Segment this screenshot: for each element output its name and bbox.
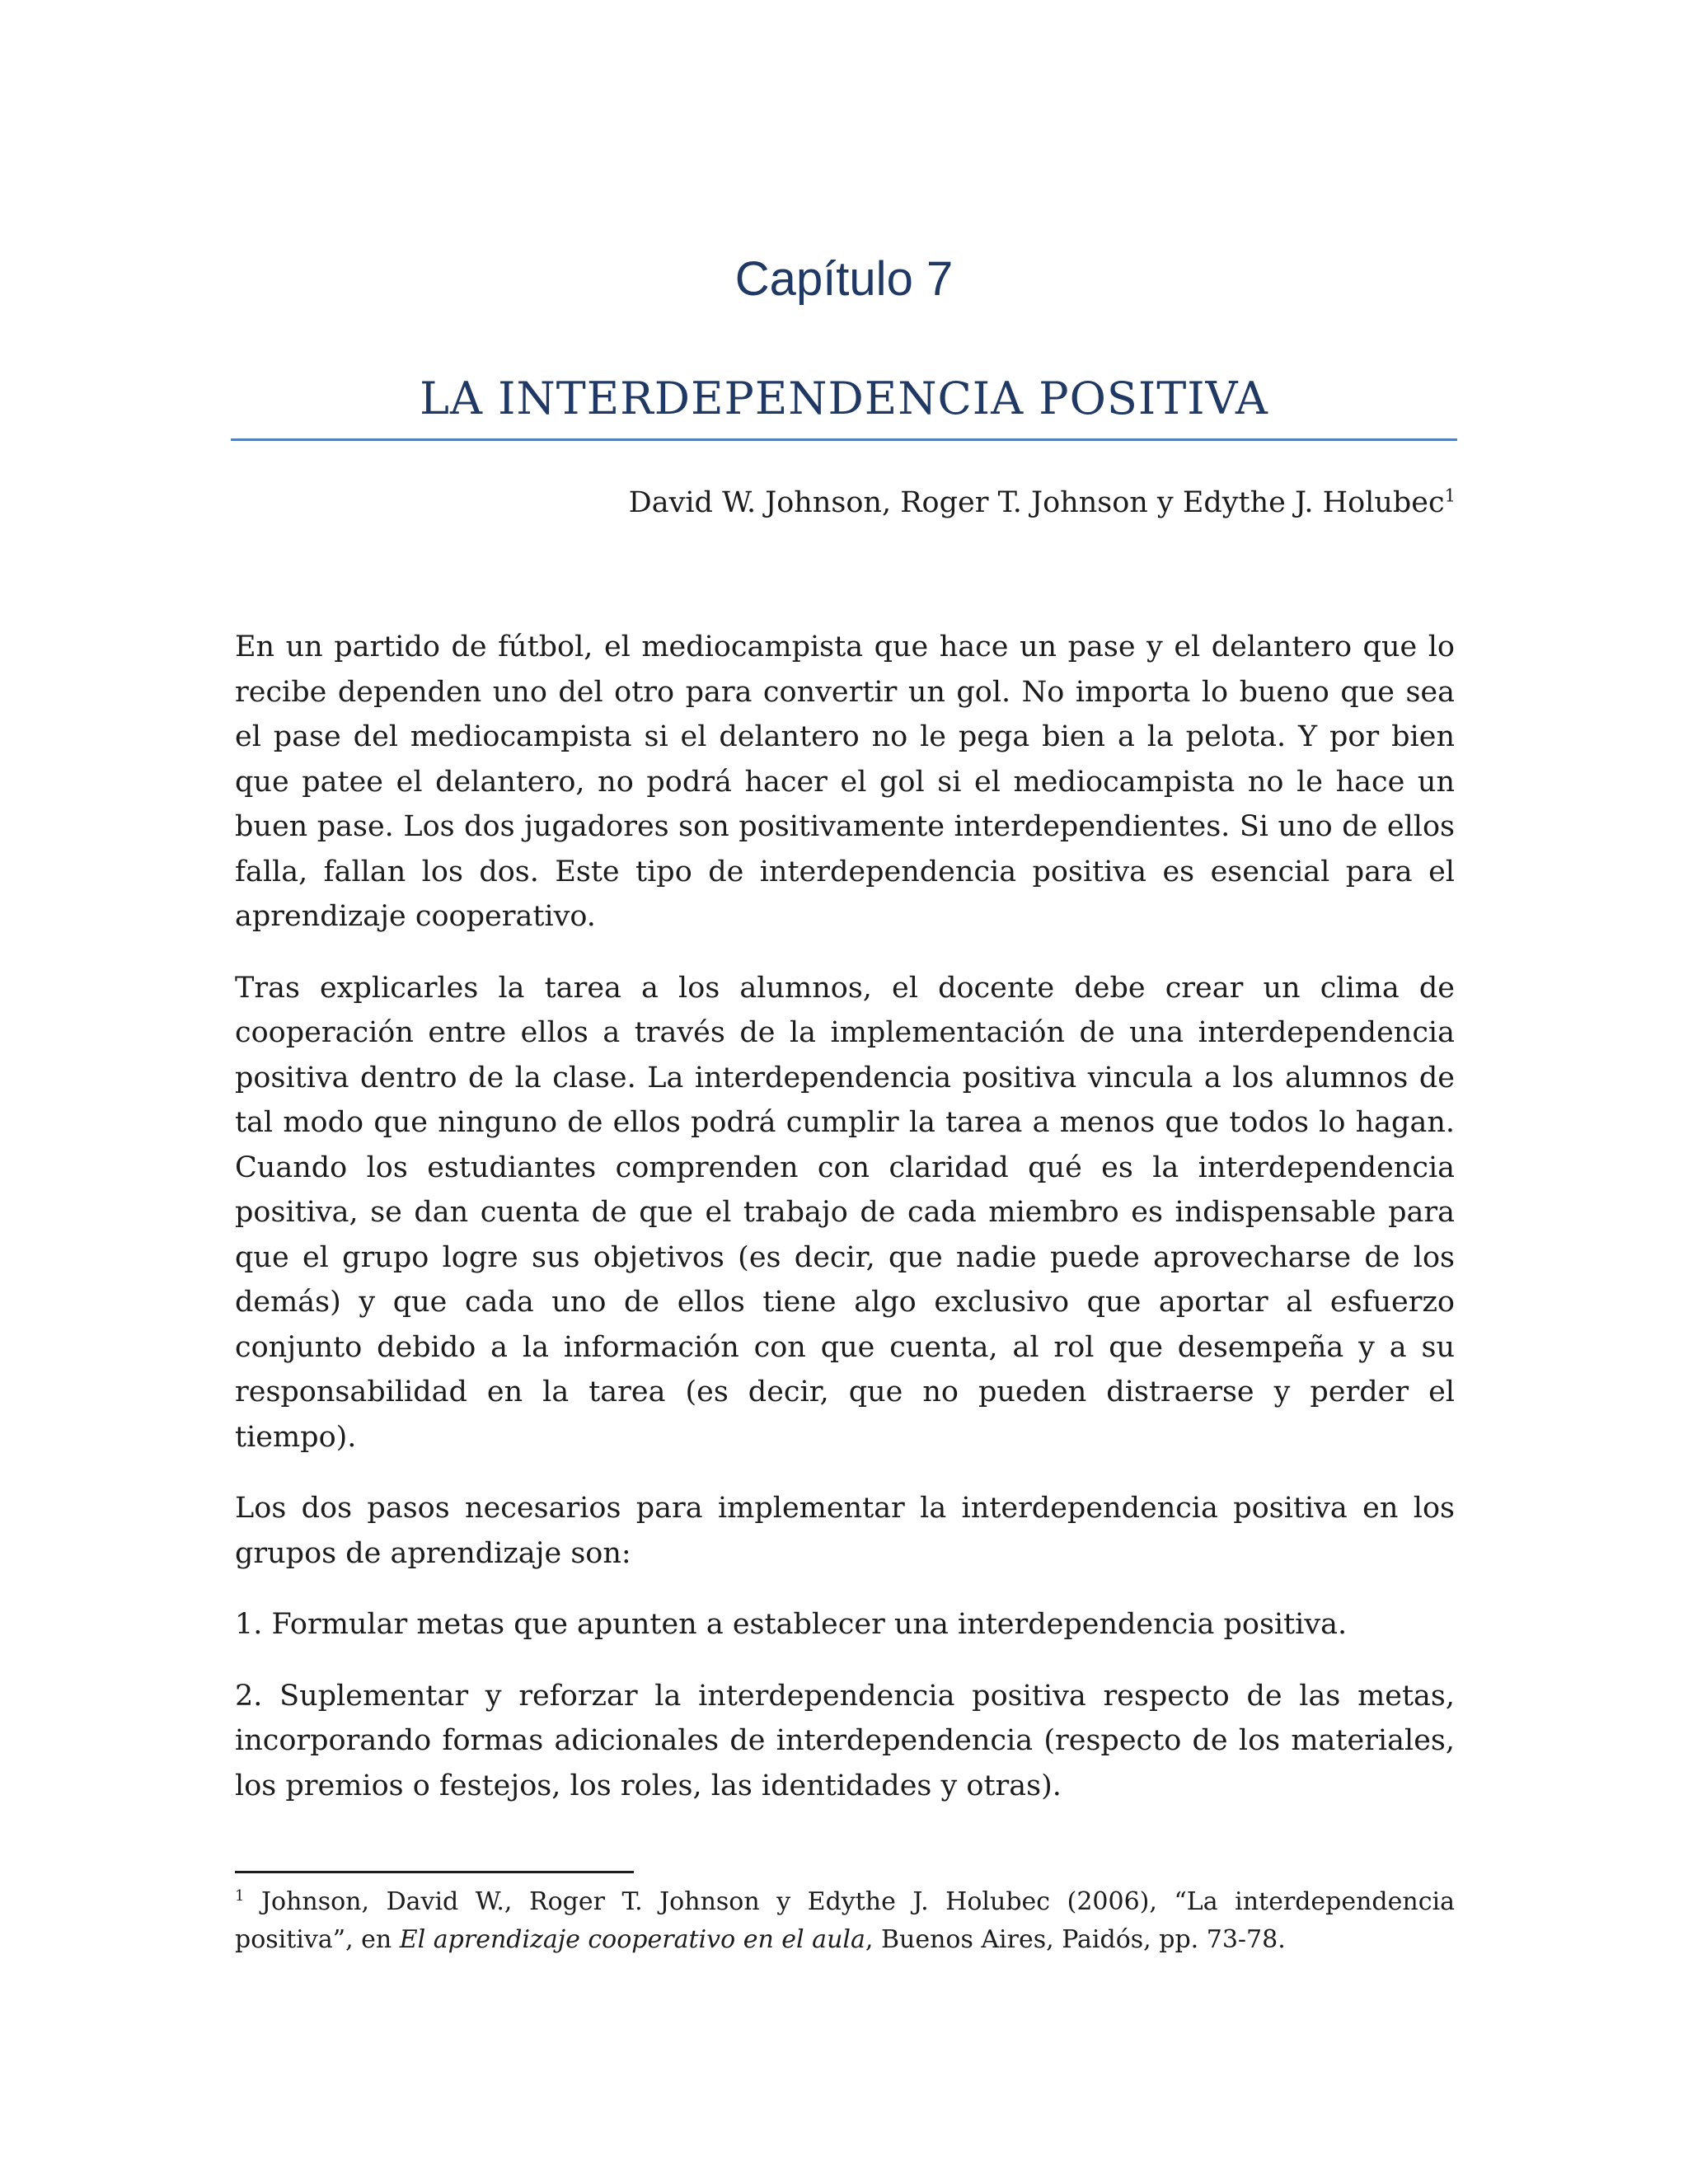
- footnote: [235, 1883, 1455, 1959]
- list-item-step-2: 2. Suplementar y reforzar la interdependencia positiva respecto de las metas, incorporando formas adicionales de interdependencia (respecto de los materiales, los premios o festejos, los roles, las identidades y otras).: [235, 1679, 1455, 1802]
- list-item-step-1: 1. Formular metas que apunten a establecer una interdependencia positiva.: [235, 1608, 1348, 1641]
- footnote-separator: [235, 1871, 634, 1873]
- footnote-book-title: El aprendizaje cooperativo en el aula: [399, 1925, 865, 1954]
- paragraph-two-steps-intro: Los dos pasos necesarios para implementar la interdependencia positiva en los grupos de aprendizaje son:: [235, 1492, 1455, 1570]
- paragraph-teacher-role: Tras explicarles la tarea a los alumnos, el docente debe crear un clima de cooperación entre ellos a través de la implementación de una interdependencia positiva dentro de la clase. La interdependencia positiva vincula a los alumnos de tal modo que ninguno de ellos podrá cumplir la tarea a menos que todos lo hagan. Cuando los estudiantes comprenden con claridad qué es la interdependencia positiva, se dan cuenta de que el trabajo de cada miembro es indispensable para que el grupo logre sus objetivos (es decir, que nadie puede aprovecharse de los demás) y que cada uno de ellos tiene algo exclusivo que aportar al esfuerzo conjunto debido a la información con que cuenta, al rol que desempeña y a su responsabilidad en la tarea (es decir, que no pueden distraerse y perder el tiempo).: [235, 971, 1455, 1454]
- footnote-citation-text: Johnson, David W., Roger T. Johnson y Edythe J. Holubec (2006), “La interdependencia positiva”, en: [235, 1887, 1455, 1954]
- chapter-title: LA INTERDEPENDENCIA POSITIVA: [420, 373, 1268, 424]
- title-underline: [231, 438, 1457, 441]
- footnote-publisher-text: , Buenos Aires, Paidós, pp. 73-78.: [865, 1925, 1286, 1954]
- author-line: [629, 486, 1456, 519]
- chapter-label: Capítulo 7: [734, 252, 954, 306]
- author-names: David W. Johnson, Roger T. Johnson y Edythe J. Holubec: [628, 486, 1445, 519]
- paragraph-football-example: En un partido de fútbol, el mediocampista que hace un pase y el delantero que lo recibe dependen uno del otro para convertir un gol. No importa lo bueno que sea el pase del mediocampista si el delantero no le pega bien a la pelota. Y por bien que patee el delantero, no podrá hacer el gol si el mediocampista no le hace un buen pase. Los dos jugadores son positivamente interdependientes. Si uno de ellos falla, fallan los dos. Este tipo de interdependencia positiva es esencial para el aprendizaje cooperativo.: [235, 630, 1455, 933]
- footnote-reference: 1: [1444, 485, 1456, 506]
- footnote-mark: 1: [235, 1887, 245, 1905]
- body-text: [235, 625, 1455, 1835]
